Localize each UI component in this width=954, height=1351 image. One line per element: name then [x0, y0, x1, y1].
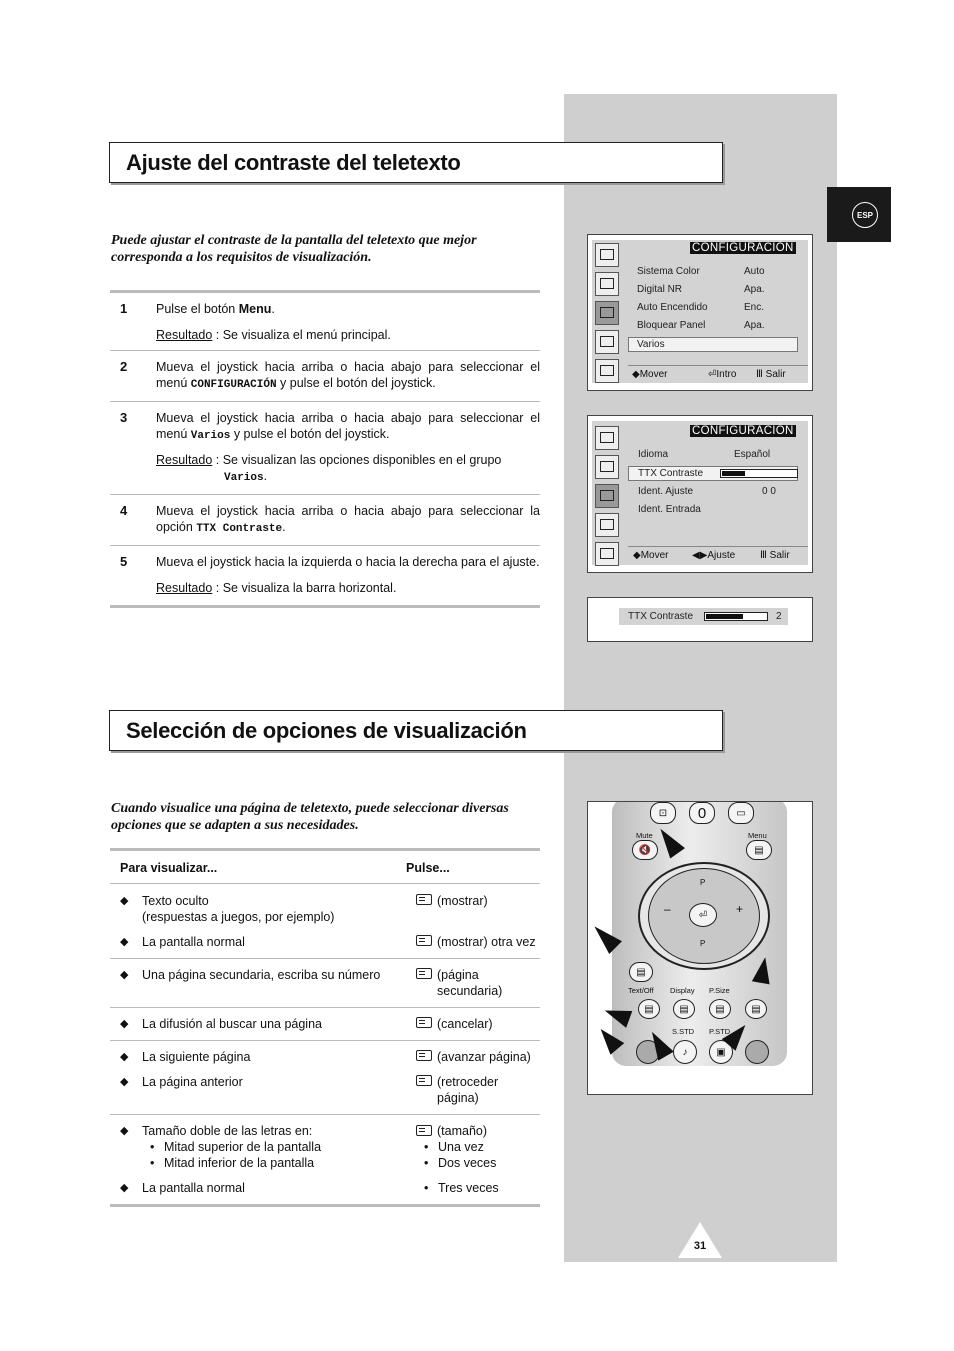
footer-move: ◆Mover: [632, 369, 668, 380]
result-code: Varios: [224, 472, 264, 484]
textoff-label: Text/Off: [628, 986, 654, 995]
option-text: La siguiente página: [142, 1050, 251, 1064]
option-group: [110, 1008, 540, 1041]
menu-code: TTX Contraste: [196, 523, 283, 535]
menu-item: Idioma: [638, 449, 669, 460]
sstd-label: S.STD: [672, 1027, 695, 1036]
option-row: ◆ La pantalla normal (mostrar) otra vez: [120, 935, 536, 949]
step-4: [110, 495, 540, 546]
reveal-icon: [416, 935, 432, 946]
remote-illustration: [587, 801, 813, 1095]
step-text: Mueva el joystick hacia arriba o hacia abajo para seleccionar la opción: [156, 504, 540, 534]
clock-icon: [595, 513, 619, 537]
result-label: Resultado: [156, 453, 213, 467]
menu-keyword: Menu: [238, 302, 272, 316]
option-button: (cancelar): [437, 1017, 493, 1031]
cancel-button: ▤: [745, 999, 767, 1019]
menu-code: CONFIGURACIÓN: [190, 379, 277, 391]
page-down-icon: [416, 1075, 432, 1086]
option-row: ◆ Una página secundaria, escriba su número (página secundaria): [110, 967, 540, 999]
option-group: [110, 1041, 540, 1115]
menu-item-selected: TTX Contraste: [638, 468, 704, 479]
option-sub-press: Dos veces: [438, 1156, 497, 1170]
menu-value: Español: [734, 449, 771, 460]
contrast-bar: [704, 612, 768, 621]
step-text: Mueva el joystick hacia arriba o hacia abajo para seleccionar el menú: [156, 360, 540, 390]
option-row: ◆ La página anterior (retroceder página): [110, 1074, 540, 1106]
contrast-label: TTX Contraste: [628, 611, 694, 622]
osd-screen-3: [587, 597, 813, 642]
contrast-bar: [720, 469, 798, 478]
sound-icon: [595, 455, 619, 479]
display-button: ▤: [673, 999, 695, 1019]
header-view: Para visualizar...: [120, 861, 218, 875]
option-row: ◆ Tamaño doble de las letras en: • Mitad superior de la pantalla • Mitad inferior de la pantalla (tamaño) • Una vez • Dos veces: [120, 1124, 497, 1170]
option-text: La difusión al buscar una página: [142, 1017, 322, 1031]
blue-button: [745, 1040, 769, 1064]
step-number: 3: [120, 410, 128, 425]
menu-label: Menu: [748, 831, 767, 840]
menu-value: 0 0: [762, 486, 776, 497]
menu-value: Auto: [744, 266, 765, 277]
config-title: CONFIGURACIÓN: [692, 425, 794, 437]
option-sub: Mitad superior de la pantalla: [164, 1140, 322, 1154]
header-press: Pulse...: [406, 861, 450, 875]
menu-code: Varios: [190, 430, 231, 442]
step-number: 4: [120, 503, 128, 518]
result-text: : Se visualiza el menú principal.: [212, 328, 391, 342]
option-group: [110, 959, 540, 1008]
option-row: ◆ La siguiente página (avanzar página): [120, 1050, 531, 1064]
step-text: Pulse el botón: [156, 302, 239, 316]
menu-item: Bloquear Panel: [637, 320, 706, 331]
mute-button: 🔇: [632, 840, 658, 860]
step-text-end: y pulse el botón del joystick.: [276, 376, 436, 390]
input-button: ⊡: [650, 802, 676, 824]
step-5: [110, 546, 540, 605]
result-label: Resultado: [156, 328, 213, 342]
psize-label: P.Size: [709, 986, 730, 995]
channel-up-label: P: [700, 878, 706, 887]
option-sub: Mitad inferior de la pantalla: [164, 1156, 315, 1170]
picture-mode-button: ▣: [709, 1040, 733, 1064]
step-3: [110, 402, 540, 495]
step-text: Mueva el joystick hacia arriba o hacia abajo para seleccionar el menú: [156, 411, 540, 441]
footer-exit: Ⅲ Salir: [756, 369, 786, 380]
osd-footer: [628, 546, 808, 565]
option-row: ◆ La pantalla normal • Tres veces: [120, 1181, 499, 1195]
option-text: Texto oculto: [142, 894, 209, 908]
menu-item: Auto Encendido: [637, 302, 708, 313]
step-text-end: .: [282, 520, 286, 534]
steps-table: [110, 290, 540, 608]
footer-enter: ⏎Intro: [708, 369, 737, 380]
menu-item: Ident. Ajuste: [638, 486, 694, 497]
input-icon: [595, 542, 619, 566]
options-header: [110, 851, 540, 884]
menu-item: Sistema Color: [637, 266, 700, 277]
option-group: [110, 884, 540, 959]
sound-mode-button: ♪: [673, 1040, 697, 1064]
contrast-bar-fill: [706, 614, 743, 619]
option-sub-press: Una vez: [438, 1140, 484, 1154]
step-number: 2: [120, 359, 128, 374]
config-title: CONFIGURACIÓN: [692, 242, 794, 254]
input-icon: [595, 359, 619, 383]
reveal-icon: [416, 894, 432, 905]
subpage-icon: [416, 968, 432, 979]
mute-label: Mute: [636, 831, 653, 840]
osd-screen-1: [587, 234, 813, 391]
channel-down-label: P: [700, 939, 706, 948]
menu-item-selected: Varios: [637, 339, 665, 350]
options-table: [110, 848, 540, 1207]
pstd-label: P.STD: [709, 1027, 731, 1036]
psize-button: ▤: [709, 999, 731, 1019]
menu-button: ▤: [746, 840, 772, 860]
teletext-button: ▤: [629, 962, 653, 982]
menu-value: Enc.: [744, 302, 765, 313]
option-button: (mostrar) otra vez: [437, 935, 536, 949]
option-group: [110, 1115, 540, 1204]
menu-value: Apa.: [744, 320, 765, 331]
step-text: Mueva el joystick hacia la izquierda o hacia la derecha para el ajuste.: [156, 555, 540, 569]
step-2: [110, 351, 540, 402]
volume-down-label: –: [664, 902, 671, 916]
option-button: (avanzar página): [437, 1050, 531, 1064]
step-number: 1: [120, 301, 128, 316]
language-badge: ESP: [852, 202, 878, 228]
step-text-end: .: [271, 302, 275, 316]
section1-title: Ajuste del contraste del teletexto: [126, 150, 461, 175]
page-up-icon: [416, 1050, 432, 1061]
option-text: Tamaño doble de las letras en:: [142, 1124, 313, 1138]
result-label: Resultado: [156, 581, 213, 595]
osd-screen-2: [587, 415, 813, 573]
zero-button: 0: [689, 802, 715, 824]
cancel-icon: [416, 1017, 432, 1028]
result-text: : Se visualizan las opciones disponibles en el grupo: [212, 453, 502, 467]
step-text-end: y pulse el botón del joystick.: [230, 427, 390, 441]
option-sub-press: Tres veces: [438, 1181, 499, 1195]
setup-icon: [595, 484, 619, 508]
tv-icon: [595, 426, 619, 450]
option-button: (retroceder página): [437, 1075, 499, 1105]
option-text: La pantalla normal: [142, 1181, 245, 1195]
reveal-button: ▤: [638, 999, 660, 1019]
step-number: 5: [120, 554, 128, 569]
joystick-button: ⏎: [689, 903, 717, 927]
display-label: Display: [670, 986, 695, 995]
page-number-badge: [677, 1221, 723, 1259]
option-row: ◆ Texto oculto (respuestas a juegos, por ejemplo) (mostrar): [120, 894, 488, 924]
section1-title-box: [109, 142, 723, 183]
option-button: (tamaño): [437, 1124, 488, 1138]
section2-intro: Cuando visualice una página de teletexto, puede seleccionar diversas opciones que se adapten a sus necesidades.: [111, 801, 509, 833]
result-text: : Se visualiza la barra horizontal.: [212, 581, 397, 595]
size-icon: [416, 1125, 432, 1136]
footer-adjust: ◀▶Ajuste: [692, 550, 736, 561]
footer-exit: Ⅲ Salir: [760, 550, 790, 561]
volume-up-label: +: [736, 902, 744, 916]
option-subtext: (respuestas a juegos, por ejemplo): [142, 910, 335, 924]
tv-icon: [595, 243, 619, 267]
contrast-value: 2: [776, 611, 782, 622]
sound-icon: [595, 272, 619, 296]
clock-icon: [595, 330, 619, 354]
section2-title-box: [109, 710, 723, 751]
section1-intro: Puede ajustar el contraste de la pantalla del teletexto que mejor corresponda a los requisitos de visualización.: [111, 233, 477, 265]
footer-move: ◆Mover: [633, 550, 669, 561]
option-text: La página anterior: [142, 1075, 243, 1089]
prev-button: ▭: [728, 802, 754, 824]
menu-value: Apa.: [744, 284, 765, 295]
step-1: [110, 293, 540, 351]
setup-icon: [595, 301, 619, 325]
option-row: ◆ La difusión al buscar una página (cancelar): [120, 1017, 493, 1031]
menu-item: Digital NR: [637, 284, 683, 295]
contrast-bar-fill: [722, 471, 745, 476]
menu-item: Ident. Entrada: [638, 504, 701, 515]
option-text: La pantalla normal: [142, 935, 245, 949]
osd-footer: [628, 365, 808, 384]
result-end: .: [263, 469, 268, 483]
section2-title: Selección de opciones de visualización: [126, 718, 527, 743]
page-number: 31: [693, 1240, 707, 1252]
option-text: Una página secundaria, escriba su número: [142, 968, 381, 982]
option-button: (página secundaria): [437, 968, 503, 998]
option-button: (mostrar): [437, 894, 488, 908]
language-tab: [827, 187, 891, 242]
